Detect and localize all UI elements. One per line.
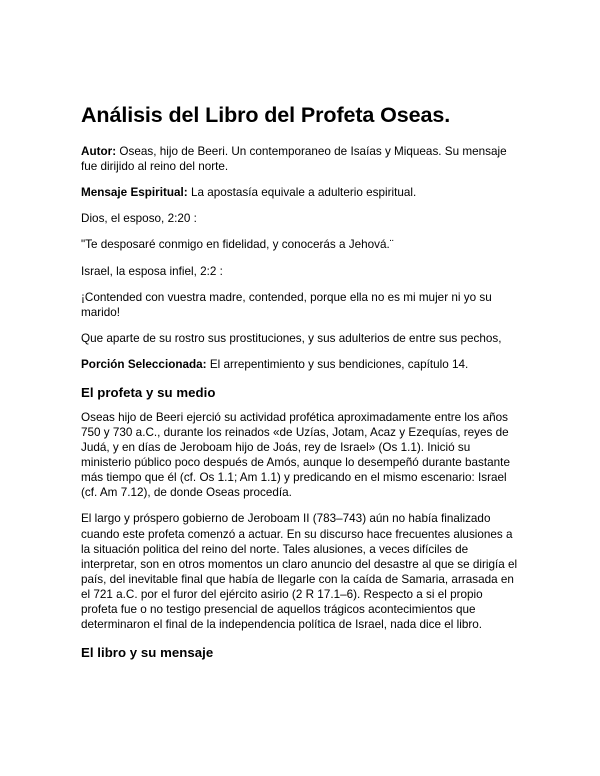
mensaje-espiritual-label: Mensaje Espiritual: [81, 186, 188, 200]
autor-label: Autor: [81, 145, 117, 159]
paragraph-dios-esposo: Dios, el esposo, 2:20 : [81, 212, 197, 226]
quote-desposare: "Te desposaré conmigo en fidelidad, y conocerás a Jehová.¨ [81, 238, 394, 252]
paragraph-jeroboam-contexto: El largo y próspero gobierno de Jeroboam II (783–743) aún no había finalizado cuando este profeta comenzó a actuar. En su discurso hace frecuentes alusiones a la situación politica del reino del norte. Tales alusiones, a veces difíciles de interpretar, son en otros momentos un claro anuncio del desastre al que se dirigía el país, del inevitable final que había de llegarle con la caída de Samaria, arrasada en el 721 a.C. por el furor del ejército asirio (2 R 17.1–6). Respecto a si el propio profeta fue o no testigo presencial de aquellos trágicos acontecimientos que determinaron el final de la independencia política de Israel, nada dice el libro. [81, 512, 518, 632]
mensaje-espiritual-text: La apostasía equivale a adulterio espiritual. [187, 186, 417, 200]
porcion-seleccionada-text: El arrepentimiento y sus bendiciones, capítulo 14. [206, 357, 469, 371]
paragraph-autor [81, 144, 522, 174]
section-heading-el-profeta-y-su-medio: El profeta y su medio [81, 385, 216, 401]
paragraph-israel-esposa: Israel, la esposa infiel, 2:2 : [81, 264, 223, 278]
quote-contended: ¡Contended con vuestra madre, contended, porque ella no es mi mujer ni yo su marido! [81, 290, 492, 319]
paragraph-profeta-biografia: Oseas hijo de Beeri ejerció su actividad profética aproximadamente entre los años 750 y 730 a.C., durante los reinados «de Uzías, Jotam, Acaz y Ezequías, reyes de Judá, y en días de Jeroboam hijo de Joás, rey de Israel» (Os 1.1). Inició su ministerio público poco después de Amós, aunque lo desempeñó durante bastante más tiempo que él (cf. Os 1.1; Am 1.1) y predicando en el mismo escenario: Israel (cf. Am 7.12), de donde Oseas procedía. [81, 410, 510, 500]
paragraph-mensaje-espiritual [81, 185, 522, 200]
section-heading-el-libro-y-su-mensaje: El libro y su mensaje [81, 645, 214, 661]
quote-aparte-rostro: Que aparte de su rostro sus prostituciones, y sus adulterios de entre sus pechos, [81, 331, 502, 345]
autor-text: Oseas, hijo de Beeri. Un contemporaneo de Isaías y Miqueas. Su mensaje fue dirijido al reino del norte. [81, 145, 507, 174]
page-title: Análisis del Libro del Profeta Oseas. [81, 103, 451, 127]
paragraph-porcion-seleccionada [81, 357, 522, 372]
porcion-seleccionada-label: Porción Seleccionada: [81, 357, 207, 371]
